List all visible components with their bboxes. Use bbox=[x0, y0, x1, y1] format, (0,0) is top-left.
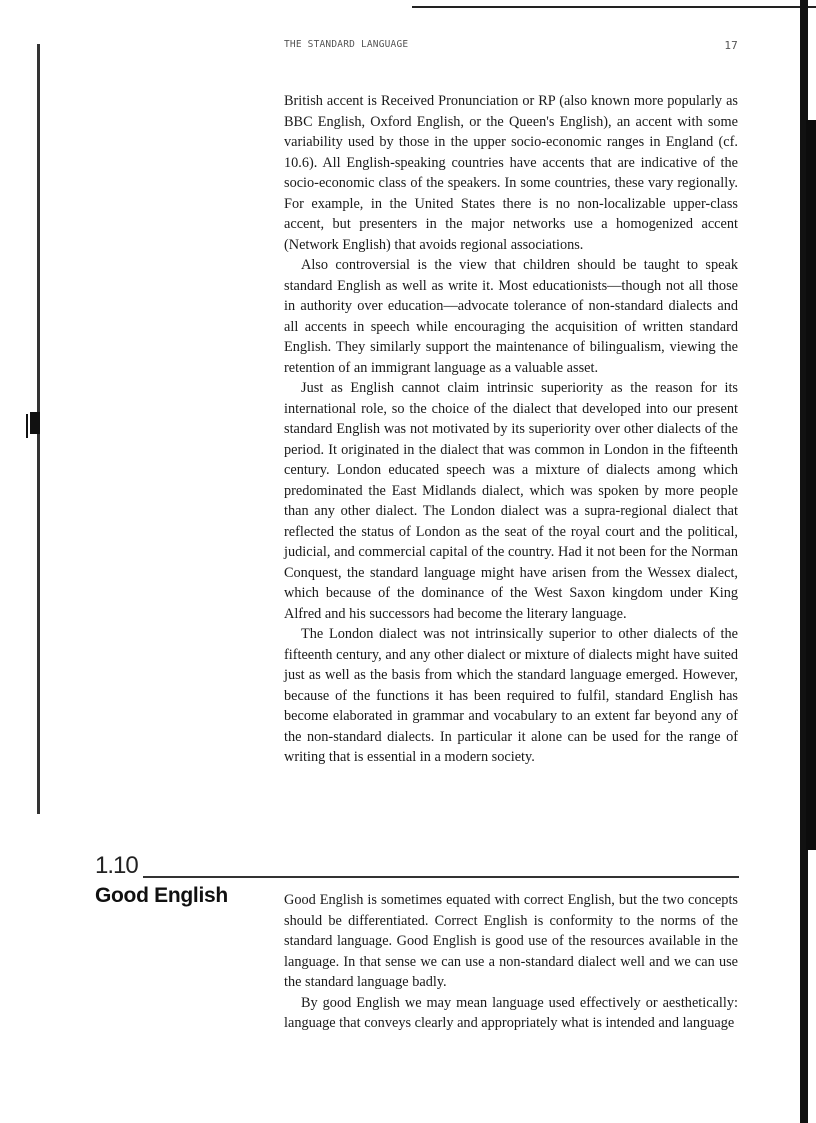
section-number: 1.10 bbox=[95, 852, 138, 879]
page-number: 17 bbox=[724, 39, 738, 52]
scan-left-mark bbox=[30, 412, 40, 434]
section-title: Good English bbox=[95, 884, 228, 907]
paragraph: By good English we may mean language used effectively or aesthetically: language that conveys clearly and appropriately what is intended and language bbox=[284, 994, 738, 1031]
running-head bbox=[284, 39, 738, 50]
paragraph: Good English is sometimes equated with correct English, but the two concepts should be differentiated. Correct English is conformity to the norms of the standard language. Good English is good use of the resources available in the language. In that sense we can use a non-standard dialect well and we can use the standard language badly. bbox=[284, 892, 738, 990]
running-head-title: THE STANDARD LANGUAGE bbox=[284, 39, 409, 50]
body-text-top bbox=[284, 91, 738, 768]
paragraph: Just as English cannot claim intrinsic superiority as the reason for its international role, so the choice of the dialect that developed into our present standard English was not motivated by its superiority over other dialects of the period. It originated in the dialect that was common in London in the fifteenth century. London educated speech was a mixture of dialects among which predominated the East Midlands dialect, which was spoken by more people than any other dialect. The London dialect was a supra-regional dialect that reflected the status of London as the seat of the royal court and the political, judicial, and commercial capital of the country. Had it not been for the Norman Conquest, the standard language might have arisen from the Wessex dialect, which because of the dominance of the West Saxon kingdom under King Alfred and his successors had become the literary language. bbox=[284, 380, 738, 622]
scan-top-rule bbox=[412, 6, 816, 8]
scan-right-edge-dark bbox=[806, 120, 816, 850]
paragraph: The London dialect was not intrinsically superior to other dialects of the fifteenth century, and any other dialect or mixture of dialects might have suited just as well as the basis from which the standard language emerged. However, because of the functions it has been required to fulfil, standard English has become elaborated in grammar and vocabulary to an extent far beyond any of the non-standard dialects. In particular it alone can be used for the range of writing that is essential in a modern society. bbox=[284, 626, 738, 765]
paragraph: Also controversial is the view that children should be taught to speak standard English as well as write it. Most educationists—though not all those in authority over education—advocate tolerance of non-standard dialects and all accents in speech while encouraging the acquisition of written standard English. They similarly support the maintenance of bilingualism, viewing the retention of an immigrant language as a valuable asset. bbox=[284, 257, 738, 376]
scan-left-mark-line bbox=[26, 414, 28, 438]
section-rule bbox=[143, 876, 739, 878]
body-text-section bbox=[284, 890, 738, 1034]
paragraph: British accent is Received Pronunciation or RP (also known more popularly as BBC English, Oxford English, or the Queen's English), an accent with some variability used by those in the upper socio-economic ranges in England (cf. 10.6). All English-speaking countries have accents that are indicative of the socio-economic class of the speakers. In some countries, these vary regionally. For example, in the United States there is no non-localizable upper-class accent, but presenters in the major networks use a homogenized accent (Network English) that avoids regional associations. bbox=[284, 93, 738, 253]
